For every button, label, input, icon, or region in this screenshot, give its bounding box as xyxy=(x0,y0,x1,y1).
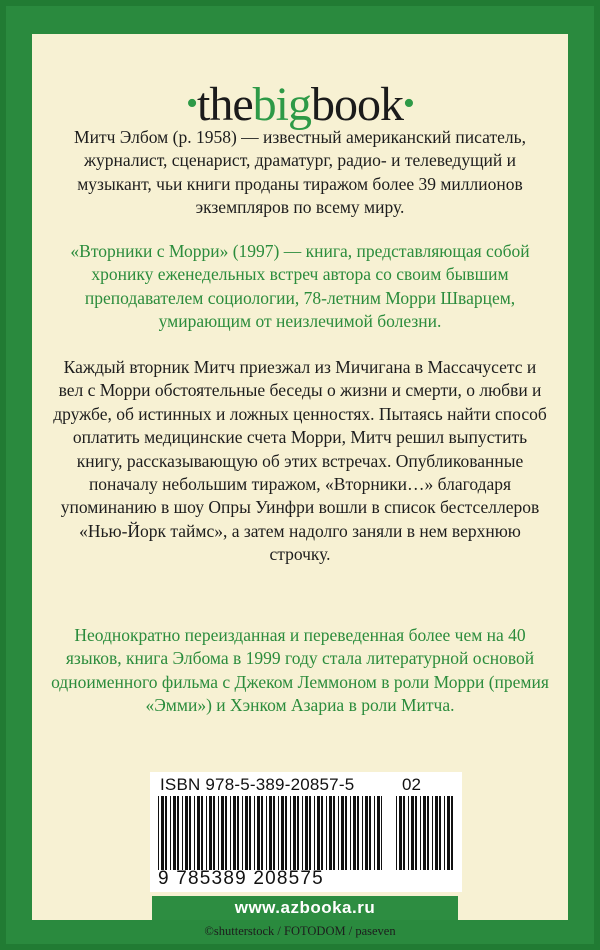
barcode-stripe xyxy=(189,796,191,870)
barcode-bars xyxy=(158,796,382,870)
isbn-label: ISBN 978-5-389-20857-5 xyxy=(160,775,355,794)
barcode-stripe xyxy=(432,796,433,870)
logo-book: book xyxy=(310,78,403,131)
barcode-stripe xyxy=(365,796,368,870)
barcode-stripe xyxy=(297,796,299,870)
barcode-stripe xyxy=(266,796,267,870)
barcode-stripe xyxy=(158,796,159,870)
barcode-stripe xyxy=(261,796,263,870)
barcode-stripe xyxy=(209,796,212,870)
logo-dot-left: • xyxy=(186,85,197,122)
barcode-stripe xyxy=(218,796,219,870)
barcode-stripe xyxy=(177,796,179,870)
barcode-stripe xyxy=(341,796,344,870)
publisher-url[interactable]: www.azbooka.ru xyxy=(152,896,458,920)
barcode-stripe xyxy=(326,796,327,870)
barcode-stripe xyxy=(165,796,167,870)
photo-credits: ©shutterstock / FOTODOM / paseven xyxy=(204,924,396,938)
barcode-stripe xyxy=(377,796,380,870)
barcode-stripe xyxy=(345,796,347,870)
content-panel xyxy=(32,34,568,938)
barcode-stripe xyxy=(321,796,323,870)
barcode-stripe xyxy=(225,796,227,870)
barcode-stripe xyxy=(173,796,176,870)
barcode-stripe xyxy=(309,796,311,870)
logo-big: big xyxy=(252,78,311,131)
barcode-stripe xyxy=(362,796,363,870)
barcode-stripe xyxy=(353,796,356,870)
barcode-stripe xyxy=(249,796,251,870)
barcode-stripe xyxy=(257,796,260,870)
story-paragraph: Каждый вторник Митч приезжал из Мичигана в Массачусетс и вел с Морри обстоятельные беседы о жизни и смерти, о любви и дружбе, об истинных и ложных ценностях. Пытаясь найти способ оплатить медицинские счета Морри, Митч решил выпустить книгу, рассказывающую об этих встречах. Опубликованные поначалу небольшим тиражом, «Вторники…» благодаря упоминанию в шоу Опры Уинфри вошли в список бестселлеров «Нью-Йорк таймс», а затем надолго заняли в нем верхнюю строчку. xyxy=(53,357,547,565)
barcode-stripe xyxy=(201,796,203,870)
barcode-stripe xyxy=(278,796,279,870)
barcode-stripe xyxy=(415,796,417,870)
barcode-stripe xyxy=(269,796,272,870)
barcode-stripe xyxy=(237,796,239,870)
barcode-stripe xyxy=(197,796,200,870)
barcode-stripe xyxy=(290,796,291,870)
barcode-stripe xyxy=(381,796,382,870)
barcode-stripe xyxy=(338,796,339,870)
barcode-stripe xyxy=(194,796,195,870)
barcode-stripe xyxy=(221,796,224,870)
barcode-stripe xyxy=(447,796,450,870)
barcode-stripe xyxy=(242,796,243,870)
barcode-stripe xyxy=(423,796,426,870)
barcode-stripe xyxy=(206,796,207,870)
barcode-stripe xyxy=(233,796,236,870)
barcode-stripe xyxy=(350,796,351,870)
barcode-stripe xyxy=(281,796,284,870)
barcode-stripe xyxy=(369,796,371,870)
author-bio-paragraph: Митч Элбом (р. 1958) — известный американский писатель, журналист, сценарист, драматург, радио- и телеведущий и музыкант, чьи книги проданы тиражом более 39 миллионов экземпляров по всему миру. xyxy=(74,127,526,218)
barcode-stripe xyxy=(230,796,231,870)
barcode-stripe xyxy=(374,796,375,870)
book-summary-paragraph: «Вторники с Морри» (1997) — книга, представляющая собой хронику еженедельных встреч автора со своим бывшим преподавателем социологии, 78-летним Морри Шварцем, умирающим от неизлечимой болезни. xyxy=(70,241,530,332)
logo-the: the xyxy=(197,78,253,131)
barcode-stripe xyxy=(182,796,183,870)
isbn-addon-label: 02 xyxy=(402,775,421,794)
barcode-stripe xyxy=(435,796,438,870)
barcode-stripe xyxy=(411,796,414,870)
barcode-stripe xyxy=(213,796,215,870)
barcode-stripe xyxy=(420,796,421,870)
barcode-stripe xyxy=(427,796,429,870)
barcode-stripe xyxy=(333,796,335,870)
barcode-stripe xyxy=(439,796,441,870)
barcode-stripe xyxy=(444,796,445,870)
barcode-addon-bars xyxy=(396,796,456,870)
publisher-logo xyxy=(32,76,568,133)
barcode-stripe xyxy=(357,796,359,870)
barcode-stripe xyxy=(305,796,308,870)
barcode-stripe xyxy=(403,796,405,870)
logo-dot-right: • xyxy=(402,85,414,122)
barcode-stripe xyxy=(302,796,303,870)
barcode-stripe xyxy=(408,796,409,870)
adaptation-paragraph: Неоднократно переизданная и переведенная более чем на 40 языков, книга Элбома в 1999 году стала литературной основой одноименного фильма с Джеком Леммоном в роли Морри (премия «Эмми») и Хэнком Азариа в роли Митча. xyxy=(51,625,549,716)
barcode-stripe xyxy=(314,796,315,870)
barcode-stripe xyxy=(329,796,332,870)
barcode-stripe xyxy=(245,796,248,870)
barcode-digits: 9 785389 208575 xyxy=(158,868,324,889)
barcode-stripe xyxy=(396,796,397,870)
barcode-stripe xyxy=(185,796,188,870)
barcode-stripe xyxy=(317,796,320,870)
barcode-stripe xyxy=(399,796,402,870)
barcode-stripe xyxy=(170,796,171,870)
barcode-stripe xyxy=(285,796,287,870)
barcode-stripe xyxy=(161,796,164,870)
barcode-stripe xyxy=(293,796,296,870)
barcode-stripe xyxy=(451,796,453,870)
barcode-stripe xyxy=(273,796,275,870)
barcode xyxy=(150,772,462,892)
barcode-stripe xyxy=(254,796,255,870)
